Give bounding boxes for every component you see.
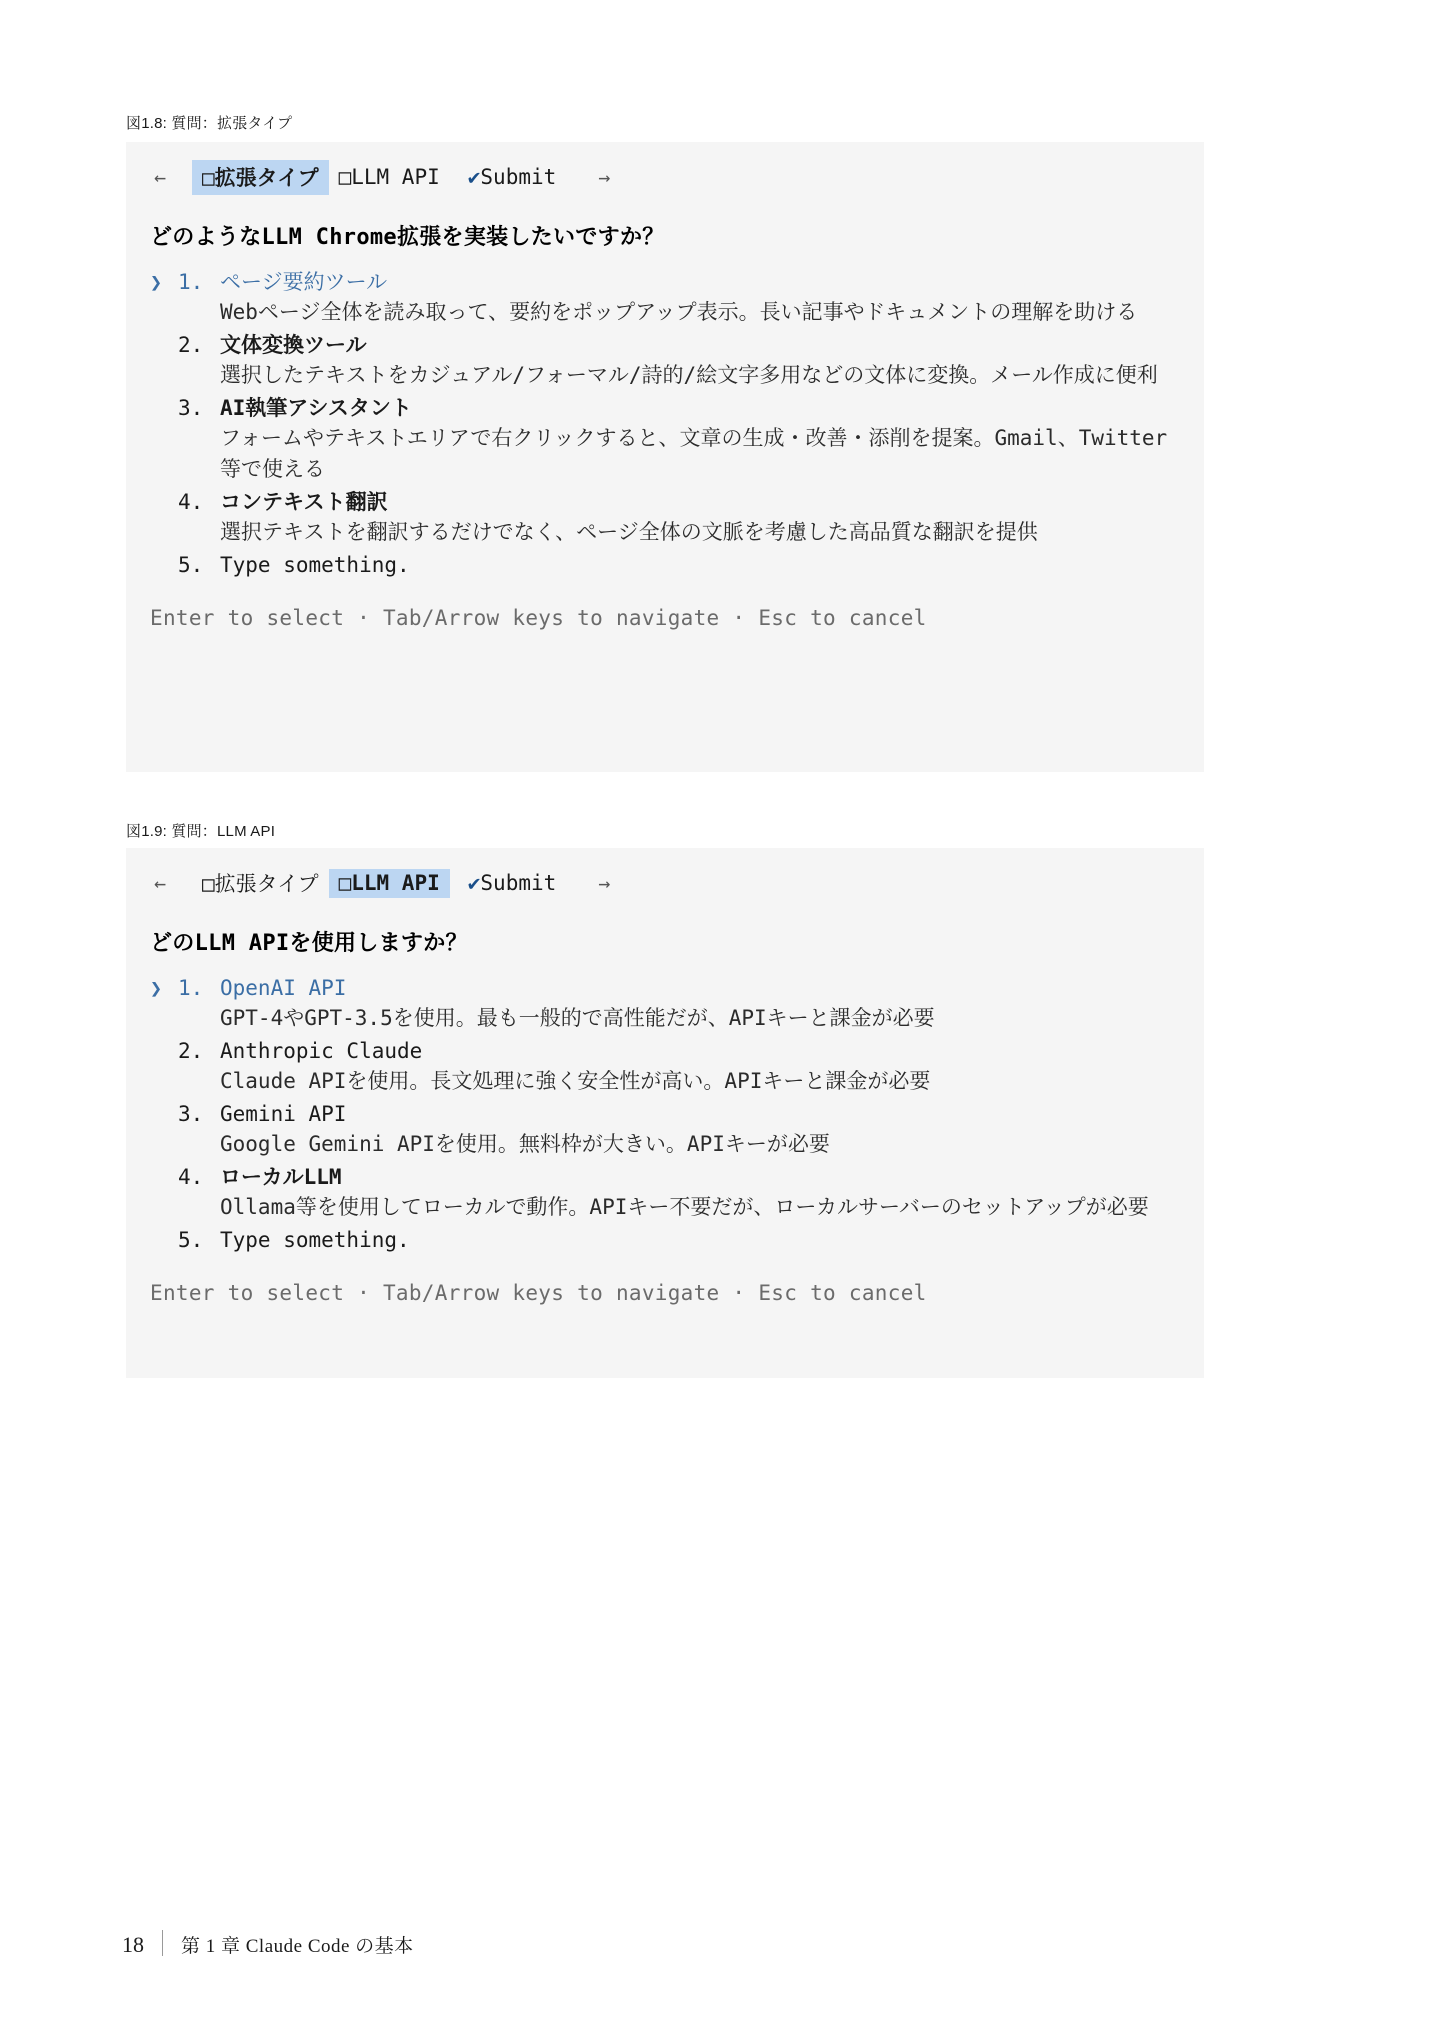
option-list-1-8 [150,267,1180,580]
option-title: ページ要約ツール [220,270,388,294]
page-number: 18 [122,1932,144,1957]
page-footer [122,1926,414,1958]
option-title: Anthropic Claude [220,1039,423,1063]
question-text-1-8: どのようなLLM Chrome拡張を実装したいですか？ [150,225,665,250]
submit-button[interactable] [450,163,567,192]
list-item[interactable] [150,267,1180,328]
option-number: 4. [178,490,204,514]
option-number: 5. [178,1228,204,1252]
option-title: Gemini API [220,1102,347,1126]
keyboard-hint-1-9: Enter to select · Tab/Arrow keys to navigate · Esc to cancel [150,1281,927,1305]
option-title: 文体変換ツール [220,333,367,357]
check-icon: ✔ [467,870,481,895]
list-item[interactable] [150,1036,1180,1097]
submit-label: Submit [480,870,557,895]
option-description: Google Gemini APIを使用。無料枠が大きい。APIキーが必要 [220,1132,830,1156]
option-description: 選択したテキストをカジュアル/フォーマル/詩的/絵文字多用などの文体に変換。メール作成に便利 [220,363,1158,387]
back-arrow-icon[interactable]: ← [154,165,167,189]
figure-caption-1-9: 図1.9: 質問：LLM API [126,823,276,840]
list-item[interactable] [150,393,1180,485]
option-list-1-9 [150,973,1180,1255]
list-item[interactable] [150,1099,1180,1160]
option-number: 1. [178,976,204,1000]
option-title: Type something. [220,1228,410,1252]
submit-button[interactable] [450,869,567,898]
option-number: 2. [178,1039,204,1063]
option-description: フォームやテキストエリアで右クリックすると、文章の生成・改善・添削を提案。Gmail、Twitter等で使える [220,426,1168,481]
forward-arrow-icon[interactable]: → [598,165,611,189]
option-title: ローカルLLM [220,1165,342,1189]
list-item[interactable] [150,487,1180,548]
option-description: Ollama等を使用してローカルで動作。APIキー不要だが、ローカルサーバーのセットアップが必要 [220,1195,1149,1219]
option-title: Type something. [220,553,410,577]
tab-llm-api[interactable]: □LLM API [338,164,440,189]
question-text-1-9: どのLLM APIを使用しますか？ [150,931,468,956]
keyboard-hint-1-8: Enter to select · Tab/Arrow keys to navigate · Esc to cancel [150,606,927,630]
list-item[interactable] [150,1162,1180,1223]
terminal-figure-1-9 [126,848,1204,1378]
option-title: AI執筆アシスタント [220,396,412,420]
forward-arrow-icon[interactable]: → [598,871,611,895]
option-description: Claude APIを使用。長文処理に強く安全性が高い。APIキーと課金が必要 [220,1069,931,1093]
option-number: 2. [178,333,204,357]
option-title: コンテキスト翻訳 [220,490,388,514]
tab-extension-type[interactable]: □拡張タイプ [202,871,319,896]
option-description: GPT-4やGPT-3.5を使用。最も一般的で高性能だが、APIキーと課金が必要 [220,1006,935,1030]
wizard-tabbar-1-8 [150,160,1180,194]
list-item[interactable] [150,550,1180,580]
option-description: 選択テキストを翻訳するだけでなく、ページ全体の文脈を考慮した高品質な翻訳を提供 [220,520,1038,544]
tab-llm-api[interactable]: □LLM API [329,869,450,898]
list-item[interactable] [150,330,1180,391]
footer-divider [162,1930,163,1956]
wizard-tabbar-1-9 [150,866,1180,900]
selection-caret-icon: ❯ [150,270,163,294]
option-number: 3. [178,1102,204,1126]
back-arrow-icon[interactable]: ← [154,871,167,895]
figure-caption-1-8: 図1.8: 質問：拡張タイプ [126,115,293,132]
option-number: 3. [178,396,204,420]
check-icon: ✔ [467,164,481,189]
list-item[interactable] [150,1225,1180,1255]
option-number: 5. [178,553,204,577]
option-number: 4. [178,1165,204,1189]
terminal-figure-1-8 [126,142,1204,772]
list-item[interactable] [150,973,1180,1034]
submit-label: Submit [480,164,557,189]
selection-caret-icon: ❯ [150,976,163,1000]
option-description: Webページ全体を読み取って、要約をポップアップ表示。長い記事やドキュメントの理解を助ける [220,300,1138,324]
option-title: OpenAI API [220,976,347,1000]
tab-extension-type[interactable]: □拡張タイプ [192,160,329,195]
option-number: 1. [178,270,204,294]
chapter-title: 第 1 章 Claude Code の基本 [181,1936,414,1957]
